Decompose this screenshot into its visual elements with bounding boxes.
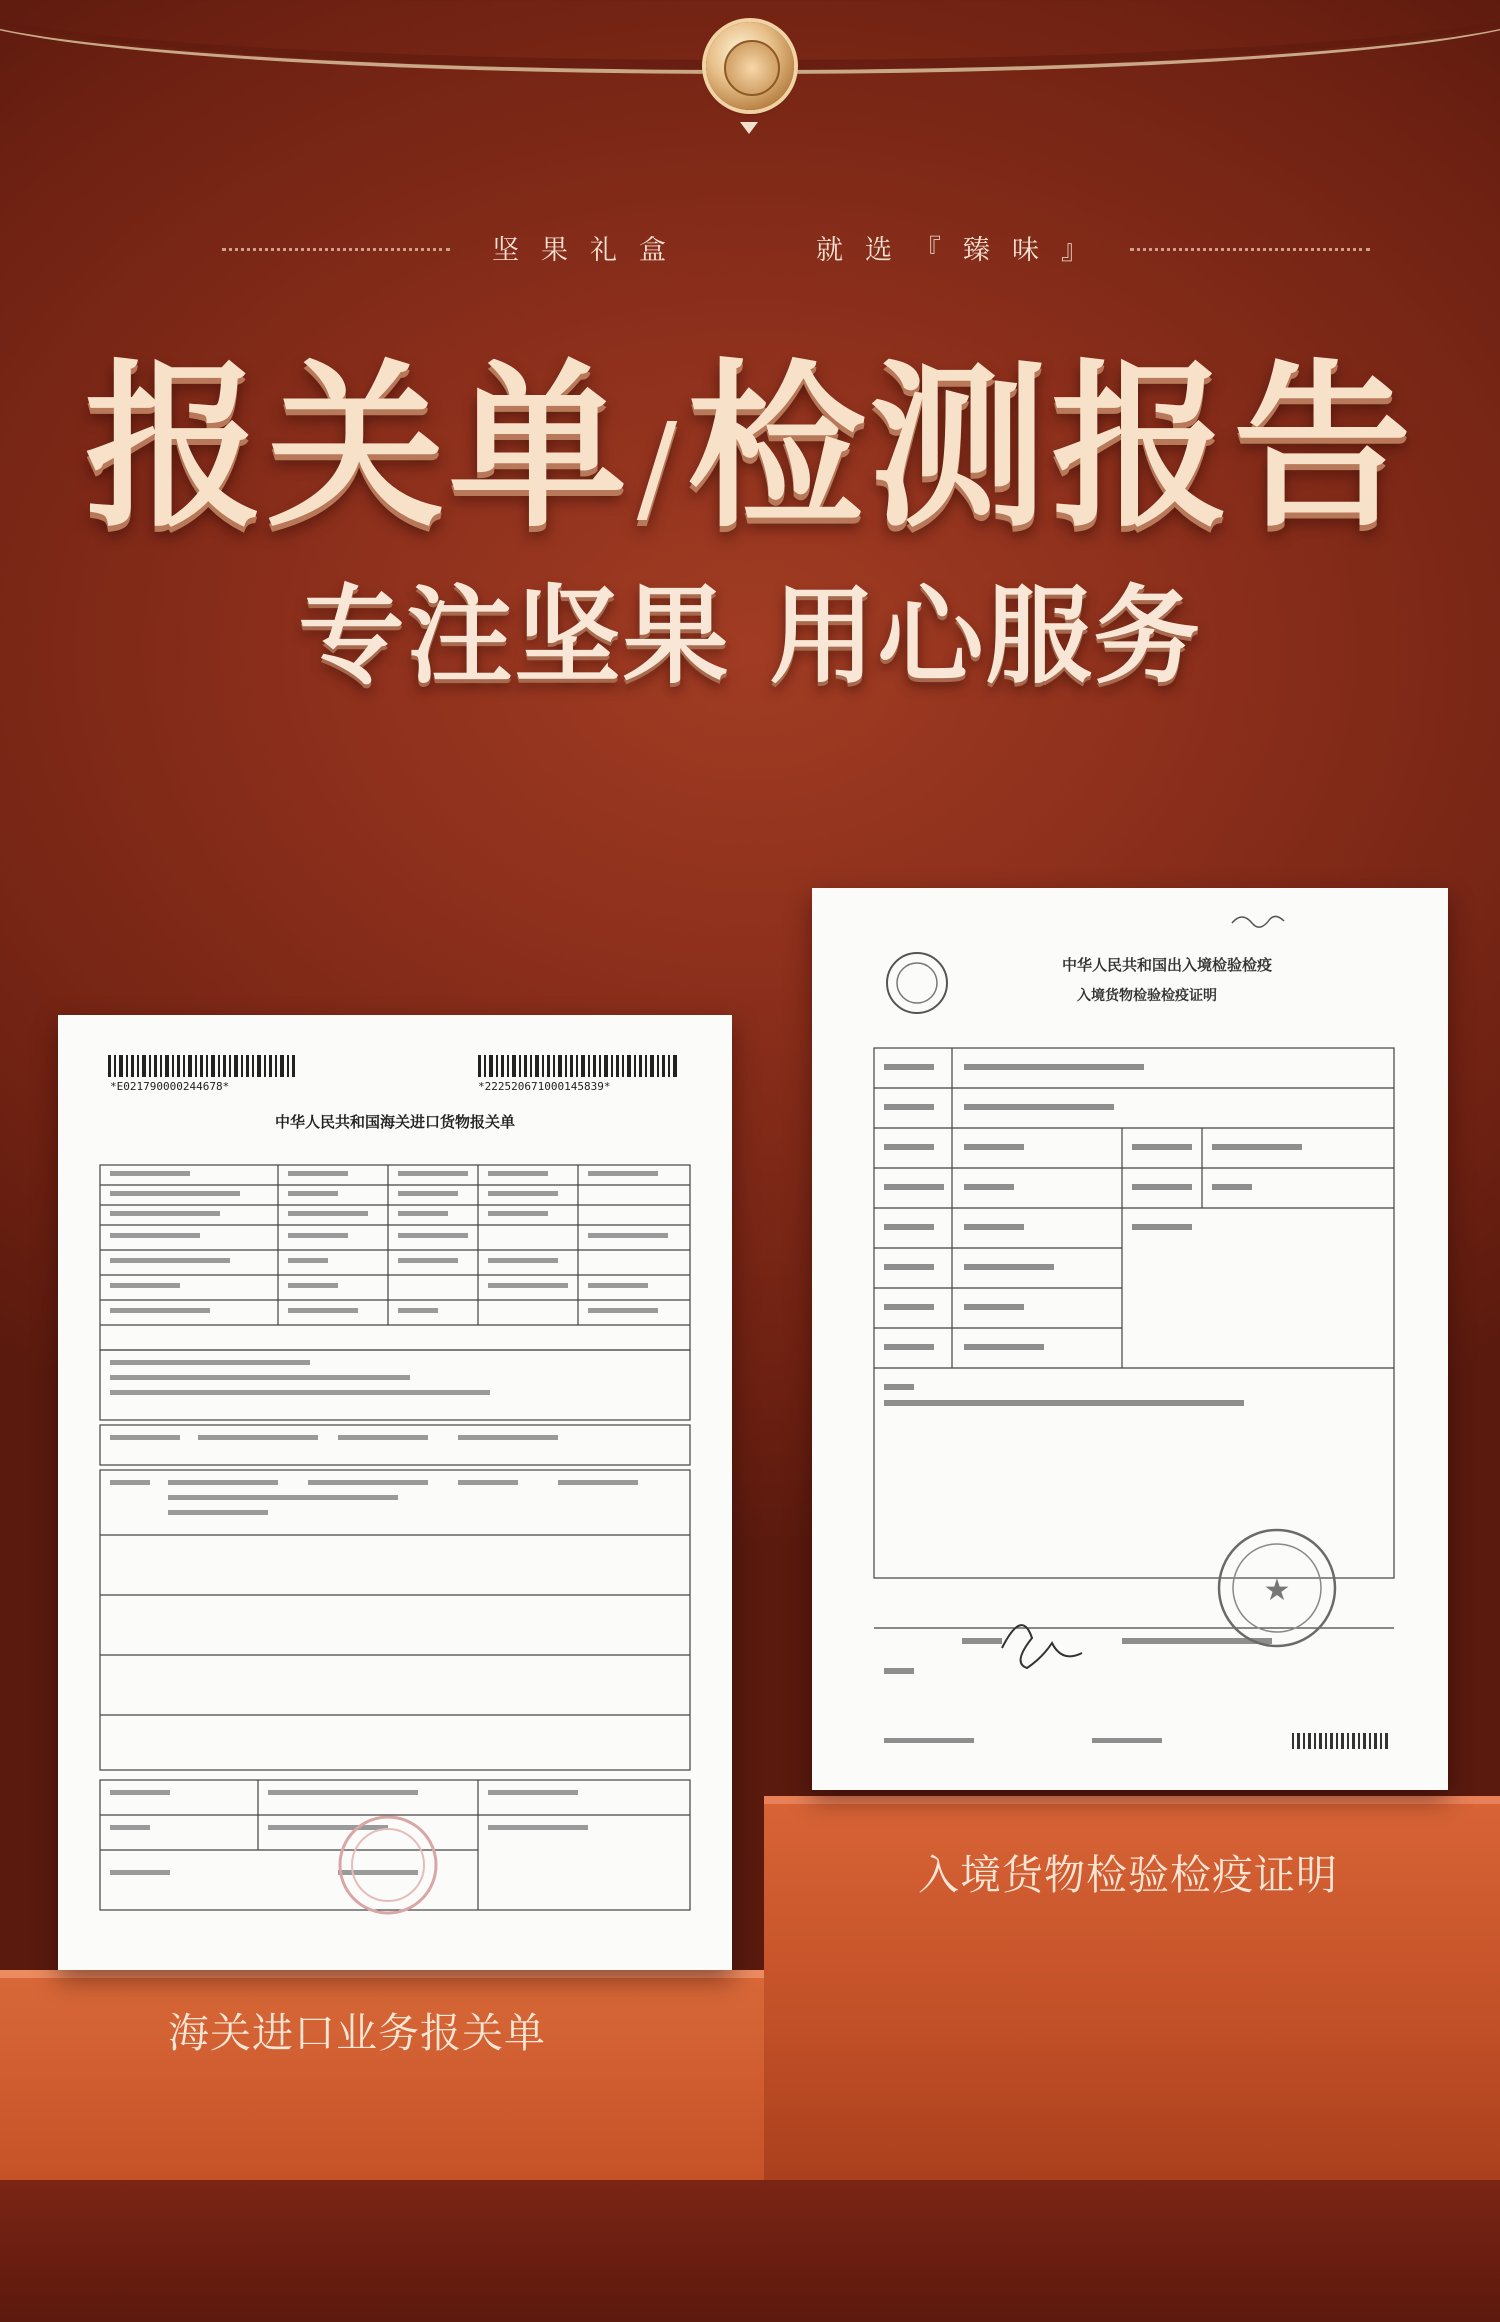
barcode-left-text: *E021790000244678* <box>110 1080 230 1093</box>
barcode-right-icon <box>478 1055 677 1077</box>
pedestal-right-edge <box>764 1796 1500 1804</box>
barcode-right-text: *222520671000145839* <box>478 1080 611 1093</box>
caption-left: 海关进口业务报关单 <box>168 2009 546 2057</box>
subheadline: 专注坚果 用心服务 <box>298 575 1202 698</box>
barcode-left-icon <box>108 1055 295 1077</box>
medal-pointer-icon <box>740 122 758 134</box>
cert-form-text <box>884 1064 1302 1743</box>
tagline-right: 就选『臻味』 <box>816 235 1110 266</box>
cert-title-line2: 入境货物检验检疫证明 <box>1077 988 1217 1004</box>
handwritten-note-icon <box>1232 916 1284 927</box>
tagline-dots-right <box>1130 248 1370 251</box>
tagline-dots-left <box>222 248 450 251</box>
cert-barcode-icon <box>1292 1733 1388 1749</box>
floor <box>0 2180 1500 2322</box>
ciq-emblem-icon <box>887 953 947 1013</box>
svg-text:★: ★ <box>1263 1573 1291 1608</box>
headline-separator: / <box>636 399 682 538</box>
signature-icon <box>1002 1625 1082 1668</box>
inspection-certificate-document <box>812 888 1448 1790</box>
pedestal-left-edge <box>0 1970 764 1978</box>
customs-declaration-document <box>58 1015 732 1970</box>
brand-medal-logo <box>706 22 794 110</box>
headline-part1: 报关单 <box>84 344 631 551</box>
customs-form-grid <box>100 1165 690 1910</box>
customs-stamp-icon <box>340 1817 436 1913</box>
customs-doc-title: 中华人民共和国海关进口货物报关单 <box>274 1113 516 1131</box>
headline-part2: 检测报告 <box>687 344 1416 551</box>
tagline <box>0 228 1500 268</box>
cert-form-grid <box>874 1048 1394 1628</box>
tagline-left: 坚果礼盒 <box>492 235 688 266</box>
headline <box>0 344 1500 559</box>
cert-title-line1: 中华人民共和国出入境检验检疫 <box>1061 956 1273 974</box>
caption-right: 入境货物检验检疫证明 <box>918 1851 1338 1899</box>
